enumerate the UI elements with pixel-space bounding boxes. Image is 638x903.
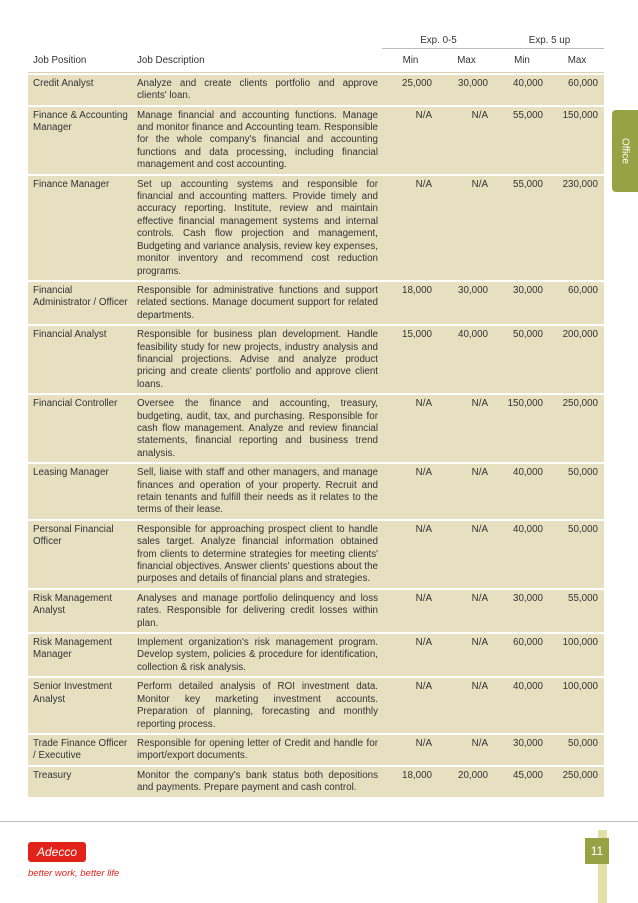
cell-description: Analyses and manage portfolio delinquency and loss rates. Responsible for delivering credit losses within plan.: [132, 590, 382, 632]
page-number: 11: [585, 838, 609, 864]
cell-exp0-5-min: N/A: [382, 678, 438, 733]
cell-description: Set up accounting systems and responsible for financial and accounting matters. Provide timely and accuracy reporting. Institute, review and maintain effective financial management systems and internal controls. Cash flow projection and management, Budgeting and variance analysis, review key expenses, monitor inventory and recommend cost reduction programs.: [132, 176, 382, 280]
cell-description: Responsible for opening letter of Credit and handle for import/export documents.: [132, 735, 382, 765]
table-row: [28, 176, 604, 280]
cell-exp0-5-min: N/A: [382, 590, 438, 632]
group-header-row: [28, 32, 604, 49]
cell-exp5up-min: 60,000: [494, 634, 549, 676]
cell-exp5up-min: 30,000: [494, 590, 549, 632]
cell-exp5up-max: 50,000: [549, 464, 604, 519]
cell-exp5up-max: 50,000: [549, 735, 604, 765]
cell-exp5up-max: 100,000: [549, 678, 604, 733]
column-header-description: Job Description: [132, 51, 382, 72]
column-header-min: Min: [494, 51, 549, 72]
table-row: [28, 464, 604, 519]
cell-description: Monitor the company's bank status both depositions and payments. Prepare payment and cash control.: [132, 767, 382, 797]
cell-description: Responsible for business plan development. Handle feasibility study for new projects, industry analysis and financial projections. Advise and analyze product pricing and create clients' portfolio and approve client loans.: [132, 326, 382, 393]
cell-position: Senior Investment Analyst: [28, 678, 132, 733]
cell-exp0-5-min: N/A: [382, 464, 438, 519]
cell-position: Finance & Accounting Manager: [28, 107, 132, 174]
cell-position: Leasing Manager: [28, 464, 132, 519]
cell-position: Financial Controller: [28, 395, 132, 462]
cell-exp5up-max: 50,000: [549, 521, 604, 588]
cell-description: Sell, liaise with staff and other managers, and manage finances and operation of your property. Recruit and retain tenants and fulfill their needs as it relates to the terms of their lease.: [132, 464, 382, 519]
cell-description: Analyze and create clients portfolio and approve clients' loan.: [132, 75, 382, 105]
cell-description: Responsible for approaching prospect client to handle sales target. Analyze financial information obtained from clients to determine strategies for meeting clients' financial objectives. Answer clients' questions about the purposes and details of financial plans and strategies.: [132, 521, 382, 588]
cell-exp0-5-max: N/A: [438, 678, 494, 733]
cell-exp0-5-max: 20,000: [438, 767, 494, 797]
cell-exp5up-min: 40,000: [494, 75, 549, 105]
cell-exp0-5-min: N/A: [382, 395, 438, 462]
cell-exp0-5-max: N/A: [438, 634, 494, 676]
table-row: [28, 590, 604, 632]
cell-description: Implement organization's risk management program. Develop system, policies & procedure for identification, collection & risk analysis.: [132, 634, 382, 676]
table-row: [28, 395, 604, 462]
cell-position: Treasury: [28, 767, 132, 797]
cell-exp5up-max: 150,000: [549, 107, 604, 174]
table-row: [28, 678, 604, 733]
cell-exp5up-max: 55,000: [549, 590, 604, 632]
cell-exp5up-min: 55,000: [494, 107, 549, 174]
cell-exp5up-min: 40,000: [494, 521, 549, 588]
cell-exp0-5-min: 15,000: [382, 326, 438, 393]
cell-exp0-5-min: 25,000: [382, 75, 438, 105]
table-row: [28, 326, 604, 393]
cell-position: Financial Analyst: [28, 326, 132, 393]
cell-exp0-5-min: N/A: [382, 107, 438, 174]
cell-description: Oversee the finance and accounting, treasury, budgeting, audit, tax, and purchasing. Responsible for cash flow management. Analyze and review financial statements, financial reporting and business trend analysis.: [132, 395, 382, 462]
cell-description: Responsible for administrative functions and support related sections. Manage document support for related departments.: [132, 282, 382, 324]
cell-exp0-5-max: N/A: [438, 176, 494, 280]
cell-exp5up-min: 150,000: [494, 395, 549, 462]
cell-position: Trade Finance Officer / Executive: [28, 735, 132, 765]
cell-exp0-5-min: N/A: [382, 634, 438, 676]
cell-exp5up-max: 200,000: [549, 326, 604, 393]
cell-exp0-5-max: 40,000: [438, 326, 494, 393]
group-header-exp-0-5: Exp. 0-5: [382, 32, 494, 49]
cell-exp5up-max: 100,000: [549, 634, 604, 676]
adecco-logo: Adecco: [28, 842, 86, 862]
table-row: [28, 767, 604, 797]
group-header-exp-5-up: Exp. 5 up: [494, 32, 604, 49]
cell-position: Personal Financial Officer: [28, 521, 132, 588]
cell-exp5up-min: 55,000: [494, 176, 549, 280]
cell-exp5up-max: 60,000: [549, 75, 604, 105]
cell-exp0-5-min: 18,000: [382, 767, 438, 797]
cell-exp5up-min: 50,000: [494, 326, 549, 393]
cell-position: Risk Management Manager: [28, 634, 132, 676]
table-row: [28, 735, 604, 765]
cell-position: Credit Analyst: [28, 75, 132, 105]
cell-exp5up-max: 60,000: [549, 282, 604, 324]
cell-exp0-5-max: N/A: [438, 107, 494, 174]
cell-position: Financial Administrator / Officer: [28, 282, 132, 324]
cell-exp0-5-max: N/A: [438, 464, 494, 519]
table-row: [28, 282, 604, 324]
cell-exp5up-min: 40,000: [494, 464, 549, 519]
cell-exp0-5-min: N/A: [382, 735, 438, 765]
cell-exp0-5-max: 30,000: [438, 282, 494, 324]
cell-exp0-5-min: 18,000: [382, 282, 438, 324]
table-row: [28, 521, 604, 588]
cell-exp0-5-max: N/A: [438, 395, 494, 462]
cell-exp0-5-max: 30,000: [438, 75, 494, 105]
table-body: [28, 75, 604, 797]
cell-exp0-5-max: N/A: [438, 521, 494, 588]
cell-exp5up-min: 30,000: [494, 282, 549, 324]
footer-tagline: better work, better life: [28, 868, 120, 879]
cell-exp0-5-max: N/A: [438, 590, 494, 632]
cell-exp5up-min: 30,000: [494, 735, 549, 765]
cell-exp5up-min: 45,000: [494, 767, 549, 797]
cell-exp0-5-max: N/A: [438, 735, 494, 765]
salary-table: [28, 30, 604, 799]
column-header-max: Max: [438, 51, 494, 72]
section-tab-label: Office: [619, 138, 631, 164]
column-header-min: Min: [382, 51, 438, 72]
cell-exp0-5-min: N/A: [382, 176, 438, 280]
cell-exp5up-max: 230,000: [549, 176, 604, 280]
cell-description: Manage financial and accounting functions. Manage and monitor finance and Accounting team. Responsible for the whole company's financial and accounting functions and data processing, including financial management and cost accounting.: [132, 107, 382, 174]
cell-exp5up-max: 250,000: [549, 767, 604, 797]
cell-exp0-5-min: N/A: [382, 521, 438, 588]
table-row: [28, 75, 604, 105]
cell-position: Finance Manager: [28, 176, 132, 280]
cell-exp5up-min: 40,000: [494, 678, 549, 733]
section-tab-office: [612, 110, 638, 192]
table-row: [28, 634, 604, 676]
cell-exp5up-max: 250,000: [549, 395, 604, 462]
column-header-max: Max: [549, 51, 604, 72]
column-header-position: Job Position: [28, 51, 132, 72]
table-row: [28, 107, 604, 174]
footer-divider: [0, 821, 638, 822]
cell-position: Risk Management Analyst: [28, 590, 132, 632]
cell-description: Perform detailed analysis of ROI investment data. Monitor key marketing investment accounts. Preparation of planning, forecasting and monthly reporting process.: [132, 678, 382, 733]
column-header-row: [28, 51, 604, 72]
